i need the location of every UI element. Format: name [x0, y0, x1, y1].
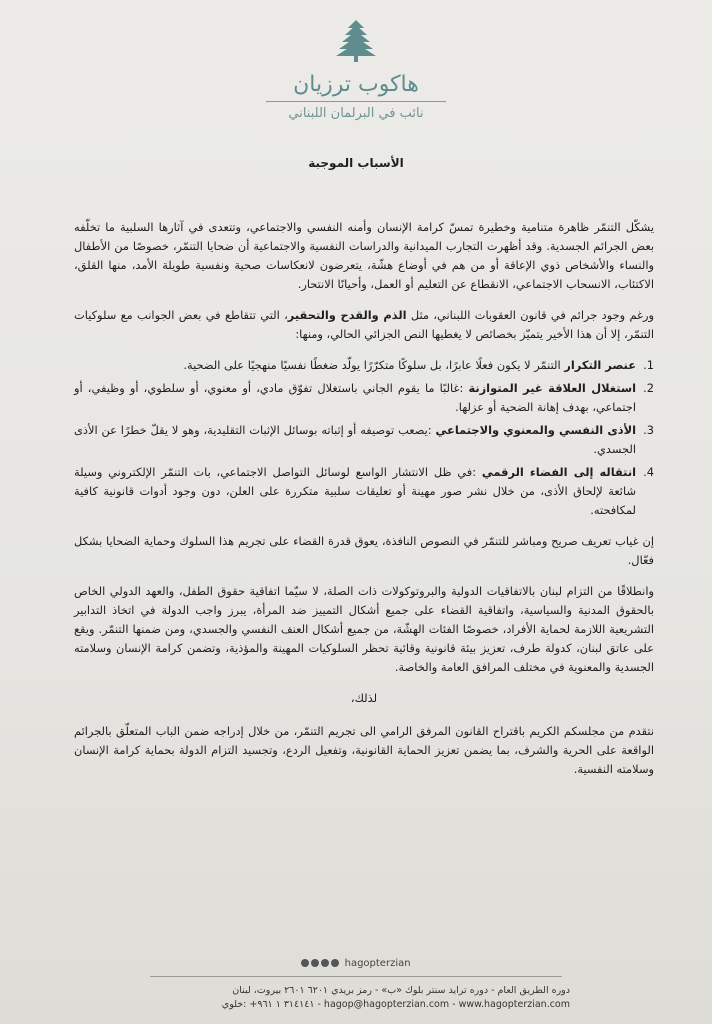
letterhead-name: هاكوب ترزيان	[293, 72, 419, 97]
social-handle: hagopterzian	[344, 958, 411, 969]
list-item	[74, 421, 654, 459]
list-item	[74, 463, 654, 520]
list-item-text: التنمّر لا يكون فعلًا عابرًا، بل سلوكًا متكرّرًا يولّد ضغطًا نفسيًا منهجيًا على الضحية.	[183, 358, 561, 372]
context-paragraph	[74, 306, 654, 344]
document-body	[74, 218, 654, 791]
letterhead-divider	[266, 101, 446, 102]
footer-divider	[150, 976, 562, 977]
context-bold: الذم والقدح والتحقير	[287, 308, 407, 322]
youtube-icon	[331, 959, 339, 967]
list-item	[74, 379, 654, 417]
list-item-text: :في ظل الانتشار الواسع لوسائل التواصل الاجتماعي، بات التنمّر الإلكتروني وسيلة شائعة لإلحاق الأذى، من خلال نشر صور مهينة أو تعليقات سلبية متكررة على العلن، دون وجود أدوات قانونية كافية لمكافحته.	[74, 465, 636, 517]
instagram-icon	[301, 959, 309, 967]
twitter-icon	[321, 959, 329, 967]
facebook-icon	[311, 959, 319, 967]
obligations-paragraph: وانطلاقًا من التزام لبنان بالاتفاقيات الدولية والبروتوكولات ذات الصلة، لا سيّما اتفاقية حقوق الطفل، والعهد الدولي الخاص بالحقوق المدنية والسياسية، واتفاقية القضاء على جميع أشكال التمييز ضد المرأة، يبرز واجب الدولة في اتخاذ التدابير التشريعية اللازمة لحماية الأفراد، خصوصًا الفئات الهشّة، من جميع أشكال العنف النفسي والجسدي، ومن ضمنها التنمّر. ويقع على عاتق لبنان، كدولة طرف، تعزيز بيئة قانونية وقائية تحظر السلوكيات المهينة والمؤذية، وتضمن كرامة الإنسان وسلامته الجسدية والمعنوية في مختلف المرافق العامة والخاصة.	[74, 584, 654, 674]
cedar-tree-icon	[333, 18, 379, 64]
document-title: الأسباب الموجبة	[308, 156, 404, 170]
list-item	[74, 356, 654, 375]
list-item-number: 3.	[643, 423, 654, 437]
footer	[150, 984, 570, 1012]
social-bar	[0, 958, 712, 969]
gap-paragraph: إن غياب تعريف صريح ومباشر للتنمّر في النصوص النافذة، يعوق قدرة القضاء على تجريم هذا السلوك وحماية الضحايا بشكل فعّال.	[74, 534, 654, 567]
characteristics-list	[74, 356, 654, 520]
context-pre: ورغم وجود جرائم في قانون العقوبات اللبناني، مثل	[406, 308, 655, 322]
list-item-text: :غالبًا ما يقوم الجاني باستغلال تفوّق مادي، أو معنوي، أو سلطوي، أو وظيفي، أو اجتماعي، بهدف إهانة الضحية أو عزلها.	[74, 381, 636, 414]
letterhead-subtitle: نائب في البرلمان اللبناني	[288, 106, 424, 121]
footer-contact: hagop@hagopterzian.com - www.hagopterzian.com - ٣١٤١٤١ ١ ٩٦١+ :خلوي	[221, 999, 570, 1010]
intro-paragraph: يشكّل التنمّر ظاهرة متنامية وخطيرة تمسّ كرامة الإنسان وأمنه النفسي والاجتماعي، وتتعدى في آثارها السلبية ما تخلّفه بعض الجرائم الجسدية. وقد أظهرت التجارب الميدانية والدراسات النفسية والاجتماعية أن ضحايا التنمّر، خصوصًا من الأطفال والنساء والأشخاص ذوي الإعاقة أو من هم في أوضاع هشّة، يتعرضون لانعكاسات صحية ونفسية طويلة الأمد، منها القلق، الاكتئاب، الانسحاب الاجتماعي، الانقطاع عن التعليم أو العمل، وأحيانًا الانتحار.	[74, 220, 654, 291]
list-item-number: 4.	[643, 465, 654, 479]
list-item-number: 1.	[643, 358, 654, 372]
context-post: ، التي تتقاطع في بعض الجوانب مع سلوكيات التنمّر، إلا أن هذا الأخير يتميّز بخصائص لا يغطيها النص الجزائي الحالي، ومنها:	[74, 308, 654, 341]
proposal-paragraph: نتقدم من مجلسكم الكريم باقتراح القانون المرفق الرامي الى تجريم التنمّر، من خلال إدراجه ضمن الباب المتعلّق بالجرائم الواقعة على الحرية والشرف، بما يضمن تعزيز الحماية القانونية، وتفعيل الردع، وتجسيد التزام الدولة بحماية كرامة الإنسان وسلامته النفسية.	[74, 724, 654, 776]
list-item-number: 2.	[643, 381, 654, 395]
list-item-heading: انتقاله إلى الفضاء الرقمي	[481, 465, 637, 479]
letterhead	[0, 18, 712, 121]
footer-address: دوره الطريق العام - دوره ترايد سنتر بلوك «ب» - رمز بريدي ٦٢٠١ ٢٦٠١ بيروت، لبنان	[232, 985, 570, 996]
list-item-heading: الأذى النفسي والمعنوي والاجتماعي	[435, 423, 637, 437]
list-item-heading: عنصر التكرار	[564, 358, 636, 372]
conclusion-heading: لذلك،	[350, 691, 378, 705]
list-item-heading: استغلال العلاقة غير المتوازنة	[468, 381, 636, 395]
list-item-text: :يصعب توصيفه أو إثباته بوسائل الإثبات التقليدية، وهو لا يقلّ خطرًا عن الأذى الجسدي.	[74, 423, 636, 456]
